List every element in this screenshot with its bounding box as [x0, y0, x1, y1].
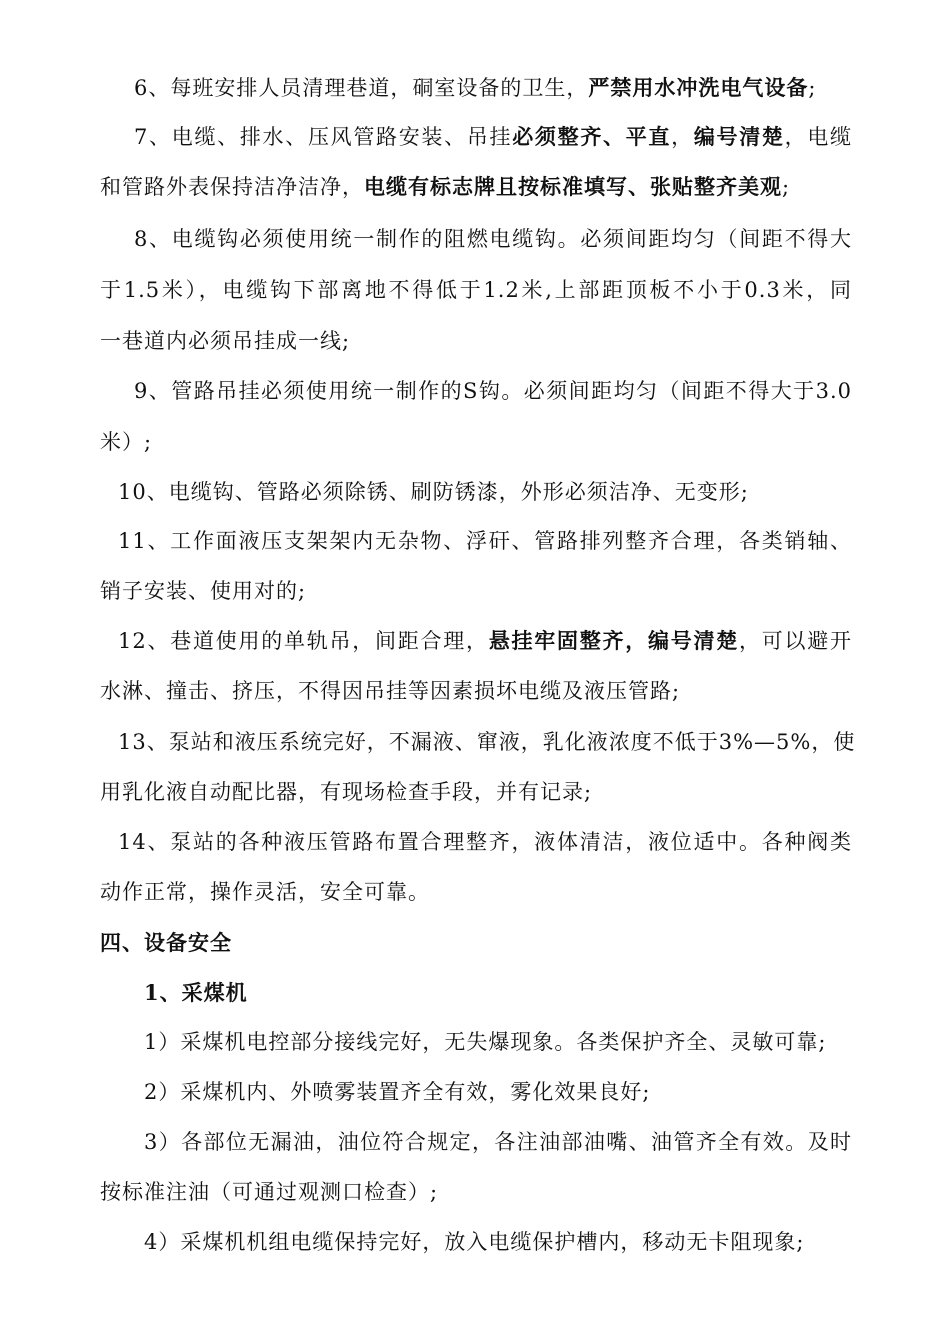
text-line [144, 1079, 852, 1105]
text-segment: 6、每班安排人员清理巷道，硐室设备的卫生， [134, 76, 589, 100]
text-segment: 3）各部位无漏油，油位符合规定，各注油部油嘴、油管齐全有效。及时 [144, 1130, 852, 1154]
text-segment: ， [671, 125, 694, 149]
bold-text: 严禁用水冲洗电气设备 [588, 75, 809, 100]
text-line [100, 779, 852, 805]
text-line [144, 1229, 852, 1255]
bold-text: 编号清楚 [693, 124, 785, 149]
bold-text: 1、采煤机 [144, 980, 248, 1005]
text-segment: 4）采煤机机组电缆保持完好，放入电缆保护槽内，移动无卡阻现象; [144, 1230, 805, 1254]
text-line [100, 174, 852, 200]
text-line [118, 628, 852, 654]
text-segment: 7、电缆、排水、压风管路安装、吊挂 [134, 125, 513, 149]
text-line [134, 226, 852, 252]
text-segment: 动作正常，操作灵活，安全可靠。 [100, 880, 430, 904]
text-segment: 10、电缆钩、管路必须除锈、刷防锈漆，外形必须洁净、无变形; [118, 480, 749, 504]
text-segment: 于1.5米），电缆钩下部离地不得低于1.2米,上部距顶板不小于0.3米，同 [100, 278, 852, 302]
text-line [134, 124, 852, 150]
text-segment: 按标准注油（可通过观测口检查）; [100, 1180, 439, 1204]
text-line [100, 879, 852, 905]
text-line [100, 277, 852, 303]
text-segment: 12、巷道使用的单轨吊，间距合理， [118, 629, 489, 653]
text-line [134, 75, 852, 101]
text-segment: 米）; [100, 430, 153, 454]
text-segment: 14、泵站的各种液压管路布置合理整齐，液体清洁，液位适中。各种阀类 [118, 830, 852, 854]
text-line [118, 829, 852, 855]
text-segment: ; [782, 175, 791, 199]
text-segment: 用乳化液自动配比器，有现场检查手段，并有记录; [100, 780, 593, 804]
text-line [100, 1179, 852, 1205]
text-line [118, 479, 852, 505]
text-segment: 销子安装、使用对的; [100, 579, 307, 603]
bold-text: 四、设备安全 [100, 930, 232, 955]
text-segment: 2）采煤机内、外喷雾装置齐全有效，雾化效果良好; [144, 1080, 651, 1104]
text-segment: 和管路外表保持洁净洁净， [100, 175, 364, 199]
text-line [100, 328, 852, 354]
text-line [144, 1129, 852, 1155]
text-segment: 11、工作面液压支架架内无杂物、浮矸、管路排列整齐合理，各类销轴、 [118, 529, 852, 553]
bold-text: 电缆有标志牌且按标准填写、张贴整齐美观 [364, 174, 782, 199]
bold-text: 悬挂牢固整齐，编号清楚 [488, 628, 739, 653]
text-segment: ; [808, 76, 817, 100]
text-line [134, 378, 852, 404]
text-segment: 1）采煤机电控部分接线完好，无失爆现象。各类保护齐全、灵敏可靠; [144, 1030, 827, 1054]
text-segment: ，可以避开 [739, 629, 853, 653]
text-segment: 水淋、撞击、挤压，不得因吊挂等因素损坏电缆及液压管路; [100, 679, 681, 703]
text-segment: 8、电缆钩必须使用统一制作的阻燃电缆钩。必须间距均匀（间距不得大 [134, 227, 852, 251]
section-heading [100, 930, 852, 956]
text-line [100, 578, 852, 604]
text-segment: 9、管路吊挂必须使用统一制作的S钩。必须间距均匀（间距不得大于3.0 [134, 379, 852, 403]
text-segment: 一巷道内必须吊挂成一线; [100, 329, 351, 353]
section-heading [144, 980, 852, 1006]
text-line [100, 678, 852, 704]
text-segment: 13、泵站和液压系统完好，不漏液、窜液，乳化液浓度不低于3%—5%，使 [118, 730, 856, 754]
text-line [118, 528, 852, 554]
text-line [144, 1029, 852, 1055]
text-line [118, 729, 856, 755]
text-line [100, 429, 852, 455]
bold-text: 必须整齐、平直 [512, 124, 672, 149]
text-segment: ，电缆 [784, 125, 853, 149]
